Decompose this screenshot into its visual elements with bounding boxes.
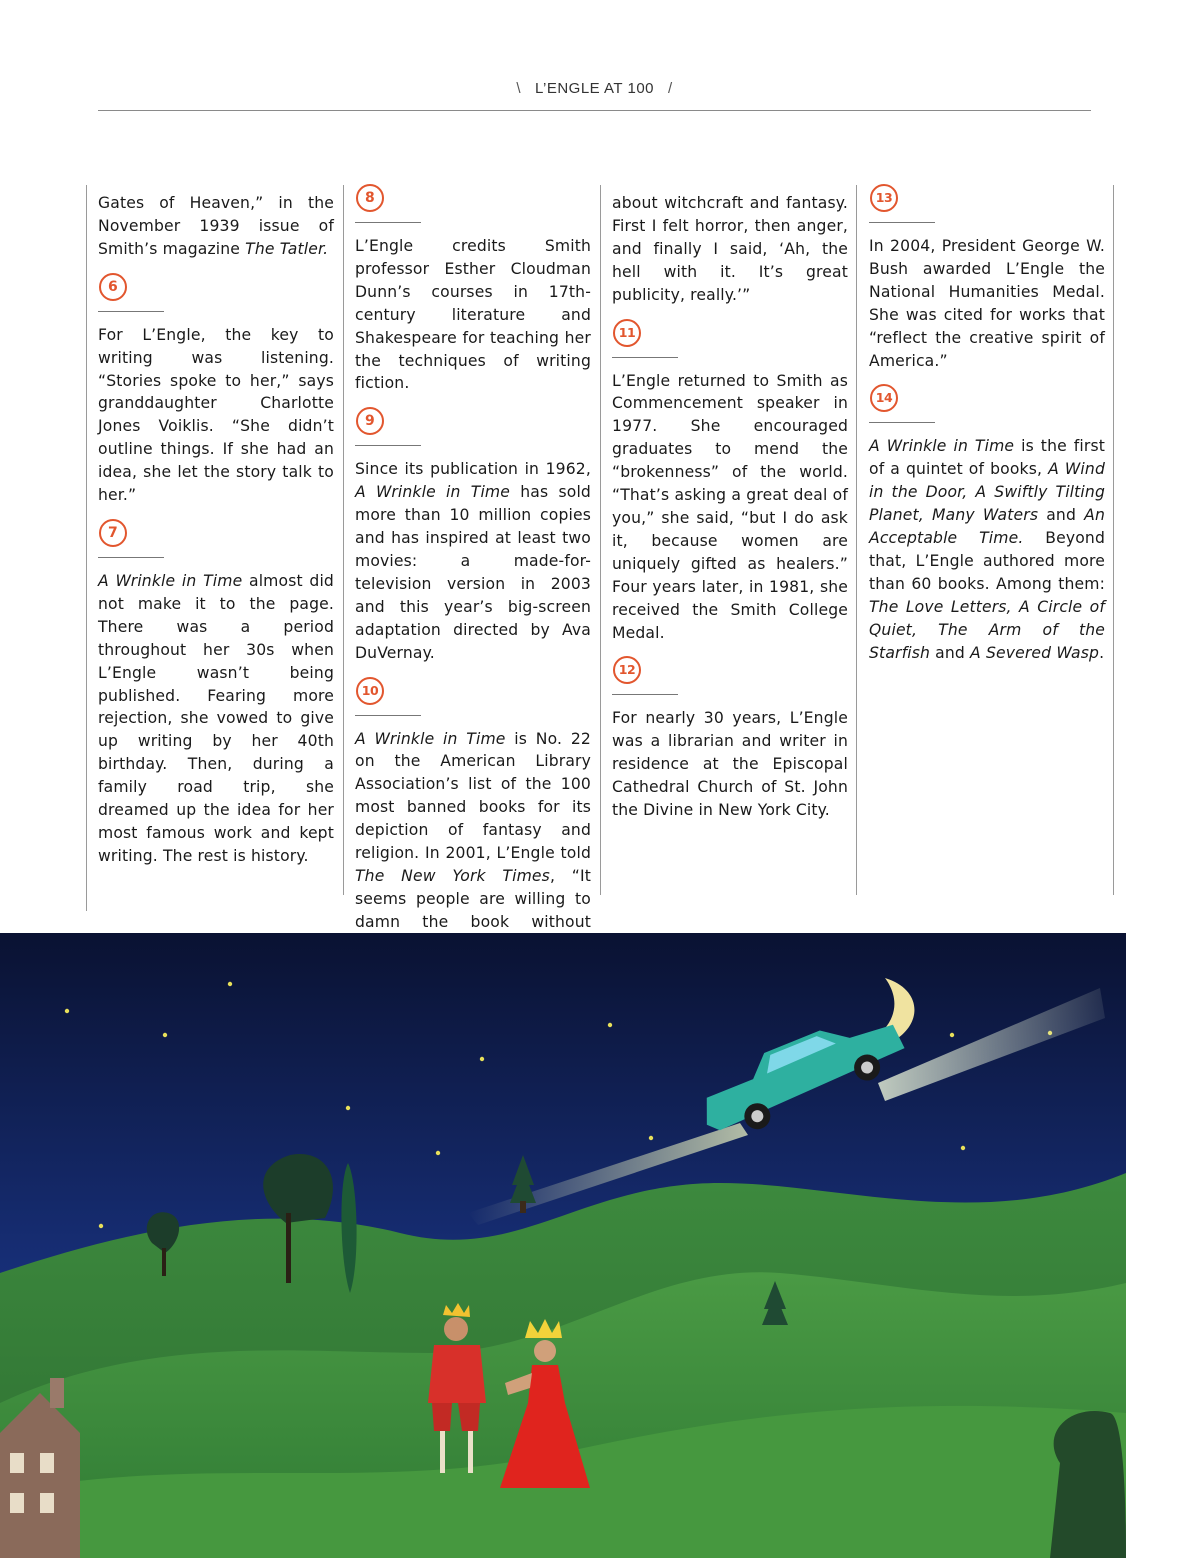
col1-intro-italic: The Tatler. [245,239,329,258]
item-13-number: 13 [870,184,898,212]
item-9-text [355,458,591,664]
item-7-italic: A Wrinkle in Time [98,571,243,590]
item-6-text: For L’Engle, the key to writing was listening. “Stories spoke to her,” says granddaughter Charlotte Jones Voiklis. “She didn’t outline things. If she had an idea, she let the story talk to her.” [98,325,334,505]
column-3 [612,192,848,822]
item-14-italic-3: An Acceptable Time. [869,506,1105,548]
item-10-italic: A Wrinkle in Time [355,729,506,748]
header-right-slash: / [668,80,673,97]
item-9-italic: A Wrinkle in Time [355,483,511,502]
item-10-rule [355,715,421,716]
item-14-text-4: and [930,643,971,662]
item-12-text: For nearly 30 years, L’Engle was a librarian and writer in residence at the Episcopal Cathedral Church of St. John the Divine in New York City. [612,709,848,820]
item-8-text: L’Engle credits Smith professor Esther Cloudman Dunn’s courses in 17th-century literature and Shakespeare for teaching her the techniques of writing fiction. [355,237,591,393]
header-title: L’ENGLE AT 100 [534,80,655,97]
col1-intro-text: Gates of Heaven,” in the November 1939 issue of Smith’s magazine [98,194,334,258]
column-rule-3 [600,185,601,895]
item-7-number: 7 [99,519,127,547]
item-14-rule [869,422,935,423]
item-10-mid: is No. 22 on the American Library Association’s list of the 100 most banned books for its depiction of fantasy and religion. In 2001, L’Engle told [355,729,591,863]
item-12-number: 12 [613,656,641,684]
item-10-marker [355,677,421,716]
item-14-italic-4: The Love Letters, A Circle of Quiet, The Arm of the Starfish [869,597,1105,662]
item-14-number: 14 [870,384,898,412]
night-landscape-illustration [0,933,1126,1558]
item-11-number: 11 [613,319,641,347]
col3-intro: about witchcraft and fantasy. First I felt horror, then anger, and finally I said, ‘Ah, the hell with it. It’s great publicity, really.’” [612,194,848,304]
item-7-marker [98,519,164,558]
item-8-rule [355,222,421,223]
column-rule-4 [856,185,857,895]
item-9-post: has sold more than 10 million copies and has inspired at least two movies: a made-for-television version in 2003 and this year’s big-screen adaptation directed by Ava DuVernay. [355,483,591,662]
item-10-number: 10 [356,677,384,705]
column-4 [869,184,1105,665]
item-12-marker [612,656,678,695]
item-8-number: 8 [356,184,384,212]
item-9-marker [355,407,421,446]
item-14-marker [869,384,935,423]
item-6-number: 6 [99,273,127,301]
item-14-text-1: is the first of a quintet of books, [869,437,1105,479]
item-9-pre: Since its publication in 1962, [355,460,591,479]
item-11-text: L’Engle returned to Smith as Commencement speaker in 1977. She encouraged graduates to mend the “brokenness” of the world. “That’s asking a great deal of you,” she said, “but I do ask it, because women are uniquely gifted as healers.” Four years later, in 1981, she received the Smith College Medal. [612,371,848,642]
header-left-slash: \ [516,80,521,97]
column-rule-5 [1113,185,1114,895]
item-7-text [98,570,334,868]
illustration [0,933,1126,1558]
item-10-post: , “It seems people are willing to damn the book without [355,866,591,931]
col1-intro [98,192,334,261]
page-header [98,80,1091,111]
column-rule-2 [343,185,344,895]
item-11-marker [612,319,678,358]
running-head [98,80,1091,97]
item-9-number: 9 [356,407,384,435]
item-13-rule [869,222,935,223]
item-14-text-2: and [1038,506,1085,525]
item-14-italic-2: A Wind in the Door, A Swiftly Tilting Planet, Many Waters [869,460,1105,525]
item-10-italic-2: The New York Times [355,866,550,885]
item-6-marker [98,273,164,312]
item-7-rule [98,557,164,558]
item-13-text: In 2004, President George W. Bush awarded L’Engle the National Humanities Medal. She was cited for works that “reflect the creative spirit of America.” [869,237,1105,370]
item-9-rule [355,445,421,446]
item-10-text [355,728,591,957]
item-8-marker [355,184,421,223]
item-14-text [869,435,1105,664]
column-1 [98,192,334,868]
item-14-text-5: . [1099,643,1105,662]
item-12-rule [612,694,678,695]
item-11-rule [612,357,678,358]
column-rule-1 [86,185,87,911]
item-13-marker [869,184,935,223]
item-7-body: almost did not make it to the page. There was a period throughout her 30s when L’Engle wasn’t being published. Fearing more rejection, she vowed to give up writing by her 40th birthday. Then, during a family road trip, she dreamed up the idea for her most famous work and kept writing. The rest is history. [98,571,334,865]
item-6-rule [98,311,164,312]
item-14-italic-1: A Wrinkle in Time [869,437,1015,456]
item-14-text-3: Beyond that, L’Engle authored more than 60 books. Among them: [869,529,1105,593]
column-2 [355,184,591,957]
item-14-italic-5: A Severed Wasp [970,643,1100,662]
